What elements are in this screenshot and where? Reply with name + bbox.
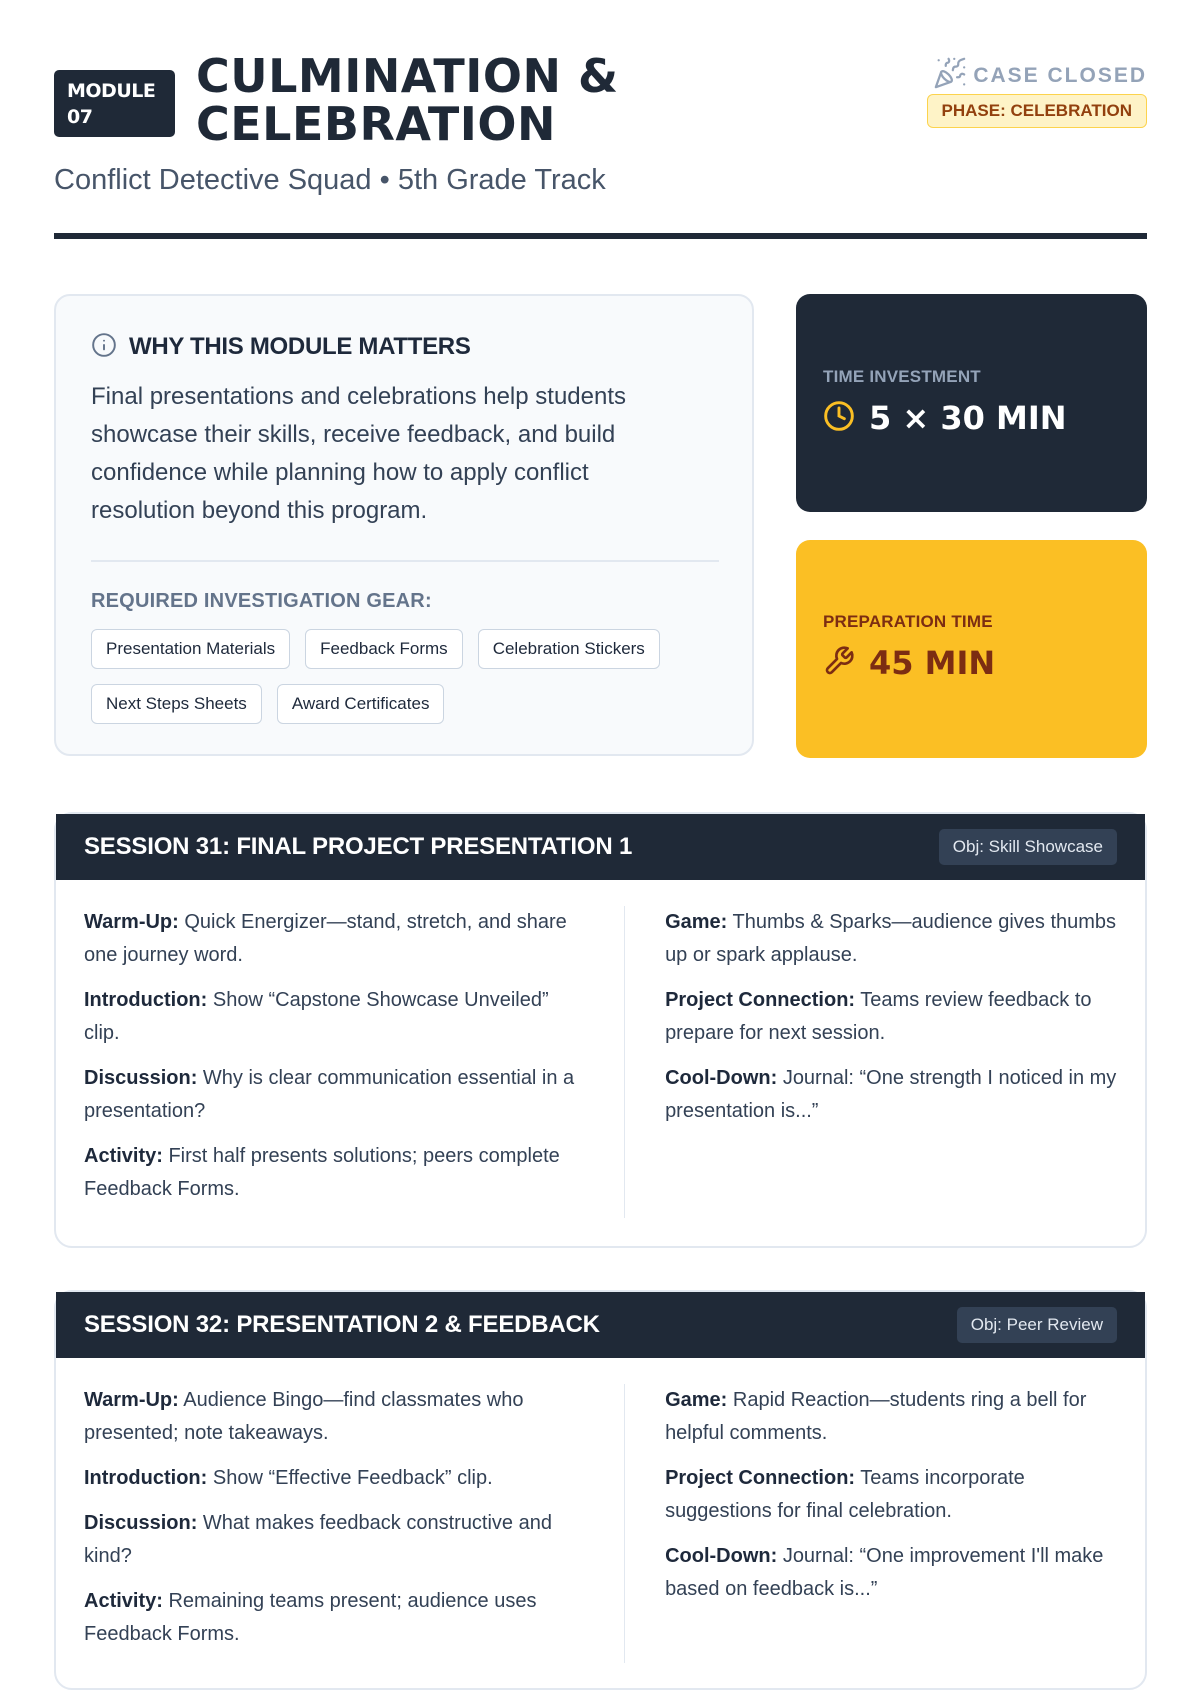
- item-label: Project Connection:: [665, 989, 856, 1011]
- session-item: [84, 1384, 584, 1450]
- gear-list: [91, 629, 719, 724]
- gear-chip: Presentation Materials: [91, 629, 290, 669]
- session-body: [56, 880, 1145, 1244]
- status-case-closed: [933, 56, 1147, 96]
- prep-value: 45 MIN: [869, 644, 996, 682]
- item-text: Teams incorporate suggestions for final celebration.: [665, 1467, 1025, 1522]
- session-item: [665, 984, 1117, 1050]
- header-divider: [54, 233, 1147, 239]
- item-label: Game:: [665, 1389, 728, 1411]
- gear-chip: Award Certificates: [277, 684, 445, 724]
- session-item: [84, 1507, 584, 1573]
- phase-badge: PHASE: CELEBRATION: [927, 94, 1147, 128]
- gear-label: REQUIRED INVESTIGATION GEAR:: [91, 590, 432, 612]
- info-icon: [91, 332, 117, 363]
- item-label: Warm-Up:: [84, 1389, 179, 1411]
- item-text: Quick Energizer—stand, stretch, and share one journey word.: [84, 911, 567, 966]
- item-text: Thumbs & Sparks—audience gives thumbs up or spark applause.: [665, 911, 1117, 966]
- why-text: Final presentations and celebrations help students showcase their skills, receive feedback, and build confidence while planning how to apply conflict resolution beyond this program.: [91, 383, 627, 524]
- session-header: [56, 1292, 1145, 1358]
- clock-icon: [823, 400, 855, 437]
- item-label: Discussion:: [84, 1067, 198, 1089]
- prep-value-row: [823, 644, 1120, 682]
- title-line-1: CULMINATION &: [196, 49, 619, 103]
- session-item: [84, 906, 584, 972]
- objective-badge: Obj: Skill Showcase: [939, 829, 1117, 865]
- wrench-icon: [823, 645, 855, 682]
- page: [54, 0, 1147, 1645]
- item-text: Rapid Reaction—students ring a bell for helpful comments.: [665, 1389, 1087, 1444]
- item-text: Journal: “One strength I noticed in my presentation is...”: [665, 1067, 1117, 1122]
- item-label: Introduction:: [84, 989, 208, 1011]
- session-left-column: [84, 906, 625, 1218]
- item-label: Activity:: [84, 1590, 163, 1612]
- session-item: [84, 984, 584, 1050]
- item-label: Cool-Down:: [665, 1067, 778, 1089]
- session-body: [56, 1358, 1145, 1689]
- item-label: Warm-Up:: [84, 911, 179, 933]
- item-text: Teams review feedback to prepare for next session.: [665, 989, 1092, 1044]
- gear-chip: Celebration Stickers: [478, 629, 660, 669]
- session-card-32: [54, 1290, 1147, 1690]
- session-card-31: [54, 812, 1147, 1248]
- page-subtitle: Conflict Detective Squad • 5th Grade Track: [54, 164, 606, 196]
- session-title: SESSION 31: FINAL PROJECT PRESENTATION 1: [84, 833, 633, 860]
- why-title: WHY THIS MODULE MATTERS: [129, 333, 471, 360]
- session-right-column: [625, 906, 1117, 1218]
- prep-label: PREPARATION TIME: [823, 612, 993, 631]
- time-value-row: [823, 399, 1120, 437]
- why-card: [54, 294, 754, 756]
- module-label: MODULE: [67, 80, 156, 102]
- item-text: First half presents solutions; peers complete Feedback Forms.: [84, 1145, 560, 1200]
- page-title: [196, 49, 756, 151]
- item-text: Journal: “One improvement I'll make based on feedback is...”: [665, 1545, 1104, 1600]
- item-text: Audience Bingo—find classmates who presented; note takeaways.: [84, 1389, 524, 1444]
- session-item: [665, 1062, 1117, 1128]
- title-line-2: CELEBRATION: [196, 97, 557, 151]
- objective-badge: Obj: Peer Review: [957, 1307, 1117, 1343]
- session-item: [84, 1062, 584, 1128]
- item-text: What makes feedback constructive and kind?: [84, 1512, 552, 1567]
- item-label: Activity:: [84, 1145, 163, 1167]
- item-label: Discussion:: [84, 1512, 198, 1534]
- module-badge: [54, 70, 175, 137]
- item-label: Game:: [665, 911, 728, 933]
- item-label: Introduction:: [84, 1467, 208, 1489]
- time-investment-card: [796, 294, 1147, 512]
- time-label: TIME INVESTMENT: [823, 367, 981, 386]
- gear-chip: Next Steps Sheets: [91, 684, 262, 724]
- why-divider: [91, 560, 719, 562]
- session-item: [665, 1384, 1117, 1450]
- session-item: [665, 906, 1117, 972]
- item-text: Show “Capstone Showcase Unveiled” clip.: [84, 989, 549, 1044]
- session-header: [56, 814, 1145, 880]
- session-left-column: [84, 1384, 625, 1663]
- gear-chip: Feedback Forms: [305, 629, 463, 669]
- status-text: CASE CLOSED: [973, 64, 1147, 87]
- preparation-time-card: [796, 540, 1147, 758]
- item-text: Remaining teams present; audience uses Feedback Forms.: [84, 1590, 537, 1645]
- session-item: [665, 1540, 1117, 1606]
- session-right-column: [625, 1384, 1117, 1663]
- session-item: [84, 1585, 584, 1651]
- header: [54, 0, 1147, 240]
- module-number: 07: [67, 106, 93, 128]
- why-header: [91, 330, 717, 364]
- session-title: SESSION 32: PRESENTATION 2 & FEEDBACK: [84, 1311, 600, 1338]
- item-label: Cool-Down:: [665, 1545, 778, 1567]
- item-text: Show “Effective Feedback” clip.: [212, 1467, 493, 1489]
- session-item: [84, 1140, 584, 1206]
- time-value: 5 × 30 MIN: [869, 399, 1067, 437]
- session-item: [84, 1462, 584, 1495]
- party-popper-icon: [933, 56, 967, 96]
- item-text: Why is clear communication essential in a presentation?: [84, 1067, 575, 1122]
- item-label: Project Connection:: [665, 1467, 856, 1489]
- session-item: [665, 1462, 1117, 1528]
